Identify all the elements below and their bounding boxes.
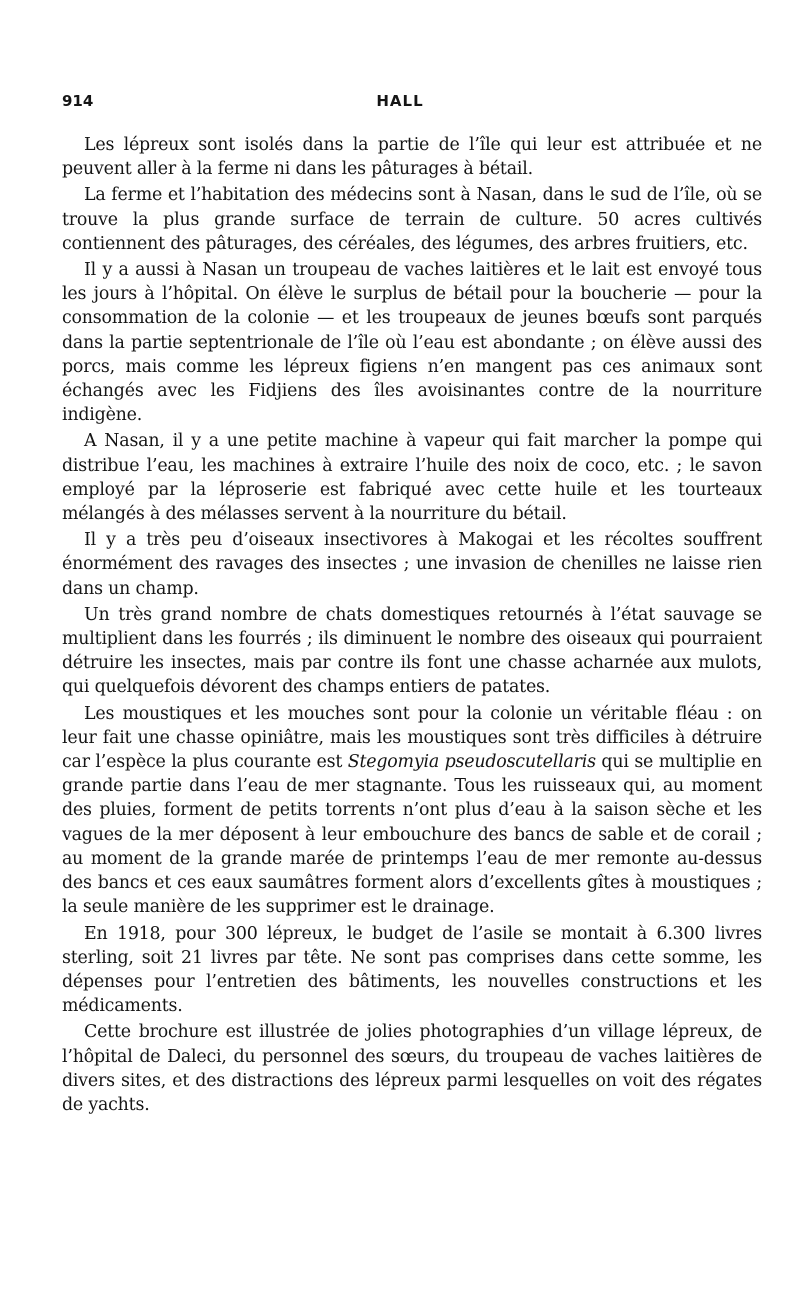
paragraph-machinery: A Nasan, il y a une petite machine à vapeur qui fait marcher la pompe qui distribue l’eau, les machines à extraire l’huile des noix de coco, etc. ; le savon employé par la léproserie est fabriqué avec cette huile et les tourteaux mélangés à des mélasses servent à la nourriture du bétail. bbox=[62, 431, 762, 525]
paragraph-cats: Un très grand nombre de chats domestiques retournés à l’état sauvage se multiplient dans les fourrés ; ils diminuent le nombre des oiseaux qui pourraient détruire les insectes, mais par contre ils font une chasse acharnée aux mulots, qui quelquefois dévorent des champs entiers de patates. bbox=[62, 604, 762, 698]
mosquito-text-before: Les moustiques et les mouches sont pour la colonie un véritable fléau : on leur fait une chasse opiniâtre, mais les moustiques sont très difficiles à détruire car l’espèce la plus courante est bbox=[62, 703, 762, 773]
paragraph-insects: Il y a très peu d’oiseaux insectivores à Makogai et les récoltes souffrent énormément des ravages des insectes ; une invasion de chenilles ne laisse rien dans un champ. bbox=[62, 530, 762, 599]
paragraph-budget: En 1918, pour 300 lépreux, le budget de l’asile se montait à 6.300 livres sterling, soit 21 livres par tête. Ne sont pas comprises dans cette somme, les dépenses pour l’entretien des bâtiments, les nouvelles constructions et les médicaments. bbox=[62, 923, 762, 1017]
paragraph-farm: La ferme et l’habitation des médecins sont à Nasan, dans le sud de l’île, où se trouve la plus grande surface de terrain de culture. 50 acres cultivés contiennent des pâturages, des céréales, des légumes, des arbres fruitiers, etc. bbox=[62, 185, 762, 254]
body-text bbox=[62, 133, 762, 1117]
paragraph-mosquitoes bbox=[62, 702, 762, 920]
paragraph-brochure: Cette brochure est illustrée de jolies photographies d’un village lépreux, de l’hôpital de Daleci, du personnel des sœurs, du troupeau de vaches laitières de divers sites, et des distractions des lépreux parmi lesquelles on voit des régates de yachts. bbox=[62, 1022, 762, 1115]
page-number: 914 bbox=[62, 92, 94, 110]
paragraph-livestock: Il y a aussi à Nasan un troupeau de vaches laitières et le lait est envoyé tous les jours à l’hôpital. On élève le surplus de bétail pour la boucherie — pour la consommation de la colonie — et les troupeaux de jeunes bœufs sont parqués dans la partie septentrionale de l’île où l’eau est abondante ; on élève aussi des porcs, mais comme les lépreux figiens n’en mangent pas ces animaux sont échangés avec les Fidjiens des îles avoisinantes contre de la nourriture indigène. bbox=[62, 260, 762, 426]
running-head bbox=[62, 92, 738, 114]
species-name: Stegomyia pseudoscutellaris bbox=[347, 752, 596, 773]
running-title: HALL bbox=[376, 92, 424, 110]
paragraph-isolation: Les lépreux sont isolés dans la partie de l’île qui leur est attribuée et ne peuvent aller à la ferme ni dans les pâturages à bétail. bbox=[62, 135, 762, 180]
mosquito-text-after: qui se multiplie en grande partie dans l’eau de mer stagnante. Tous les ruisseaux qui, au moment des pluies, forment de petits torrents n’ont plus d’eau à la saison sèche et les vagues de la mer déposent à leur embouchure des bancs de sable et de corail ; au moment de la grande marée de printemps l’eau de mer remonte au-dessus des bancs et ces eaux saumâtres forment alors d’excellents gîtes à moustiques ; la seule manière de les supprimer est le drainage. bbox=[62, 752, 762, 918]
